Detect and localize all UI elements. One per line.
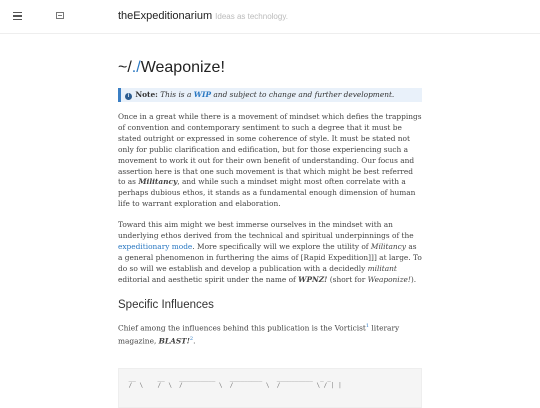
paragraph-aim	[118, 220, 422, 285]
footnote-link-1[interactable]: 1	[365, 322, 370, 329]
section-heading-influences: Specific Influences	[118, 298, 214, 311]
emphasis: WPNZ!	[298, 274, 328, 284]
page-title	[118, 54, 422, 82]
code-line-1: __ __ __________ _________ __________ _ _	[125, 375, 331, 382]
footnote-link-2[interactable]: 2	[189, 335, 194, 342]
top-bar	[0, 0, 540, 34]
expeditionary-mode-link[interactable]: expeditionary mode	[118, 241, 193, 251]
view-toggle-icon[interactable]	[56, 12, 64, 19]
title-prefix: ~/	[118, 59, 132, 76]
note-label: Note:	[135, 90, 158, 99]
emphasis: militant	[367, 263, 397, 273]
emphasis: Militancy	[370, 241, 406, 251]
text: (short for	[327, 274, 368, 284]
note-text-before: This is a	[160, 90, 192, 99]
text: , and while such a mindset might most often correlate with a perhaps dubious ethos, it stands as a fundamental enough dimension of human life to warrant exploration and elaboration.	[118, 177, 416, 209]
emphasis: Militancy	[138, 177, 178, 187]
ascii-art-code-block	[118, 368, 422, 408]
site-tagline: Ideas as technology.	[215, 12, 288, 21]
wip-badge: WIP	[193, 90, 212, 99]
code-line-2: / \ / \ / \ / \ / \ / | |	[125, 382, 342, 389]
text: literary magazine,	[118, 323, 400, 346]
text: ).	[410, 274, 417, 284]
emphasis: BLAST!	[158, 336, 190, 346]
text: . More specifically will we explore the utility of	[192, 241, 371, 251]
info-icon: i	[125, 93, 132, 100]
title-name: Weaponize!	[140, 59, 225, 76]
site-name[interactable]: theExpeditionarium	[118, 10, 213, 22]
text: .	[193, 336, 196, 346]
breadcrumb-link[interactable]: ./	[131, 59, 141, 76]
emphasis: Weaponize!	[367, 274, 411, 284]
paragraph-influences	[118, 321, 422, 348]
paragraph-intro	[118, 112, 422, 210]
article-content	[118, 54, 422, 347]
text: Chief among the influences behind this publication is the Vorticist	[118, 323, 366, 333]
text: Once in a great while there is a movement of mindset which defies the trappings of convention and contemporary sentiment to such a degree that it must be stated outright or expressed in some coherence of style. It must be stated not only for public clarification and edification, but for those experiencing such a movement to work it out for their own benefit of understanding. Our focus and assertion here is that one such movement is that which might be best referred to as	[118, 112, 422, 187]
text: Toward this aim might we best immerse ourselves in the mindset with an underlying ethos derived from the technical and spiritual underpinnings of the	[118, 220, 414, 241]
note-callout	[118, 88, 422, 102]
hamburger-menu-icon[interactable]	[13, 12, 22, 20]
site-brand	[118, 10, 288, 22]
text: as a general phenomenon in furthering the aims of [Rapid Expedition]]] at large. To do so will we establish and develop a publication with a decidedly	[118, 241, 422, 273]
text: editorial and aesthetic spirit under the name of	[118, 274, 299, 284]
note-text-after: and subject to change and further development.	[213, 90, 395, 99]
